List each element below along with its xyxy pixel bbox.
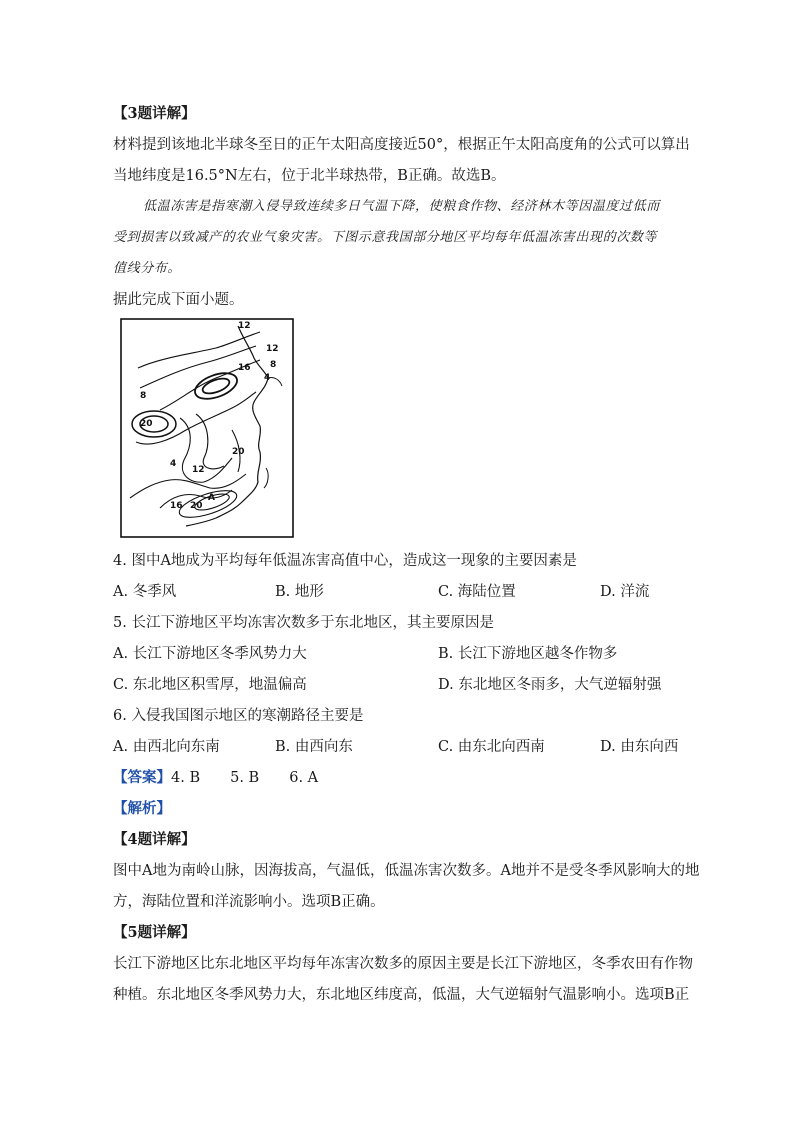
material-paragraph-line-1: 低温冻害是指寒潮入侵导致连续多日气温下降，使粮食作物、经济林木等因温度过低而 (143, 199, 660, 214)
map-label: 16 (170, 501, 183, 511)
question-6-option-c: C. 由东北向西南 (438, 739, 545, 755)
map-label: 12 (192, 465, 205, 475)
map-label: 8 (270, 360, 277, 370)
map-label-a: A (208, 493, 215, 503)
map-label: 8 (140, 391, 147, 401)
answer-4: 4. B (171, 770, 201, 786)
answer-5: 5. B (230, 770, 260, 786)
question-6-stem: 6. 入侵我国图示地区的寒潮路径主要是 (113, 708, 364, 724)
q3-heading: 【3题详解】 (113, 105, 196, 122)
question-5-stem: 5. 长江下游地区平均冻害次数多于东北地区，其主要原因是 (113, 615, 494, 631)
question-4-option-a: A. 冬季风 (113, 584, 177, 600)
q5-explanation-line-1: 长江下游地区比东北地区平均每年冻害次数多的原因主要是长江下游地区，冬季农田有作物 (113, 956, 693, 972)
answer-label: 【答案】 (113, 769, 171, 786)
map-label: 20 (232, 447, 245, 457)
material-paragraph-line-2: 受到损害以致减产的农业气象灾害。下图示意我国部分地区平均每年低温冻害出现的次数等 (113, 230, 658, 245)
q3-explanation-line-1: 材料提到该地北半球冬至日的正午太阳高度接近50°，根据正午太阳高度角的公式可以算出 (113, 137, 690, 153)
map-label: 4 (170, 459, 177, 469)
material-paragraph-line-3: 值线分布。 (113, 261, 182, 276)
question-6-option-a: A. 由西北向东南 (113, 739, 220, 755)
q4-heading: 【4题详解】 (113, 831, 196, 848)
map-label: 12 (238, 321, 251, 331)
question-4-stem: 4. 图中A地成为平均每年低温冻害高值中心，造成这一现象的主要因素是 (113, 553, 577, 569)
question-4-option-d: D. 洋流 (600, 584, 650, 600)
question-5-option-d: D. 东北地区冬雨多，大气逆辐射强 (438, 677, 662, 693)
map-label: 20 (140, 419, 153, 429)
question-5-option-c: C. 东北地区积雪厚，地温偏高 (113, 677, 307, 693)
map-label: 4 (264, 373, 271, 383)
question-6-option-d: D. 由东向西 (600, 739, 679, 755)
instruction-text: 据此完成下面小题。 (113, 292, 244, 308)
answer-row (113, 768, 318, 788)
map-label: 12 (266, 344, 279, 354)
map-label: 16 (238, 363, 251, 373)
q4-explanation-line-2: 方，海陆位置和洋流影响小。选项B正确。 (113, 894, 385, 910)
q3-explanation-line-2: 当地纬度是16.5°N左右，位于北半球热带，B正确。故选B。 (113, 168, 506, 184)
q5-explanation-line-2: 种植。东北地区冬季风势力大，东北地区纬度高，低温，大气逆辐射气温影响小。选项B正 (113, 987, 690, 1003)
question-5-option-b: B. 长江下游地区越冬作物多 (438, 646, 618, 662)
answer-6: 6. A (289, 770, 319, 786)
question-4-option-b: B. 地形 (275, 584, 324, 600)
q5-heading: 【5题详解】 (113, 924, 196, 941)
question-5-option-a: A. 长江下游地区冬季风势力大 (113, 646, 307, 662)
question-6-option-b: B. 由西向东 (275, 739, 353, 755)
isoline-map-figure (120, 318, 294, 538)
map-label: 20 (190, 501, 203, 511)
question-4-option-c: C. 海陆位置 (438, 584, 516, 600)
q4-explanation-line-1: 图中A地为南岭山脉，因海拔高，气温低，低温冻害次数多。A地并不是受冬季风影响大的地 (113, 863, 700, 879)
analysis-label: 【解析】 (113, 800, 171, 817)
